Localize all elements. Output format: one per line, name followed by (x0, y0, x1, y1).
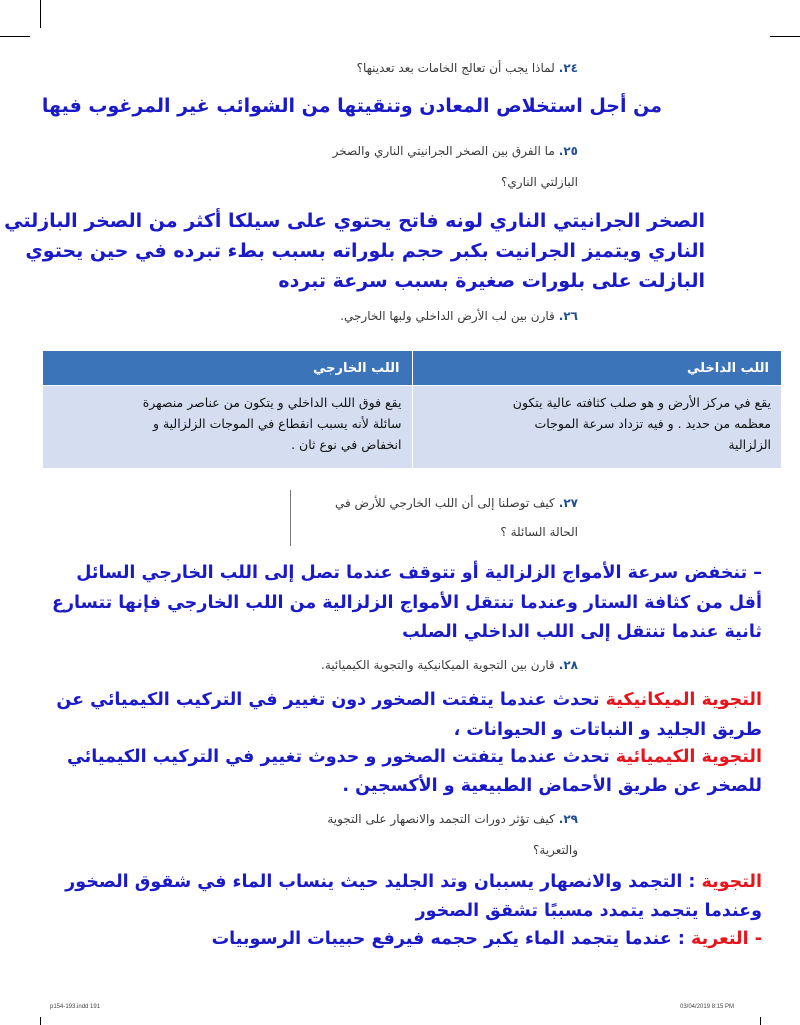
cell-inner-core (412, 386, 782, 469)
footer-filename: p154-193.indd 191 (50, 1004, 101, 1010)
comparison-table (42, 350, 782, 469)
cell-line: يقع في مركز الأرض و هو صلب كثافته عالية يتكون (512, 395, 771, 410)
cell-line: معظمه من حديد . و فيه تزداد سرعة الموجات (534, 416, 771, 431)
crop-mark (40, 0, 41, 28)
header-inner-core: اللب الداخلي (412, 351, 782, 386)
answer-text: : التجمد والانصهار يسببان وتد الجليد حيث ينساب الماء في شقوق الصخور (65, 872, 702, 892)
answer-29-line1 (65, 872, 762, 892)
crop-mark (0, 36, 30, 37)
question-26 (340, 309, 578, 323)
answer-29-line2: وعندما يتجمد يتمدد مسببًا تشقق الصخور (415, 901, 762, 921)
answer-25-line1: الصخر الجرانيتي الناري لونه فاتح يحتوي على سيلكا أكثر من الصخر البازلتي (4, 210, 705, 232)
header-outer-core: اللب الخارجي (43, 351, 413, 386)
answer-text: تحدث عندما يتفتت الصخور و حدوث تغيير في التركيب الكيميائي (66, 747, 616, 767)
question-number: ٢٩. (558, 812, 578, 826)
question-text-line1: كيف تؤثر دورات التجمد والانصهار على التجوية (327, 812, 555, 826)
question-text-line1: كيف توصلنا إلى أن اللب الخارجي للأرض في (334, 496, 555, 510)
cell-outer-core (43, 386, 413, 469)
question-text-line1: ما الفرق بين الصخر الجرانيتي الناري والصخر (332, 144, 555, 158)
cell-line: الزلزالية (728, 437, 771, 452)
answer-28-line4: للصخر عن طريق الأحماض الطبيعية و الأكسجين . (342, 776, 762, 796)
question-29 (327, 812, 578, 826)
crop-mark (40, 1017, 41, 1025)
question-25 (333, 144, 578, 158)
question-28 (321, 658, 578, 672)
question-27 (335, 496, 578, 510)
answer-25-line3: البازلت على بلورات صغيرة بسبب سرعة تبرده (278, 270, 705, 292)
question-text: لماذا يجب أن تعالج الخامات بعد تعدينها؟ (356, 61, 555, 75)
footer-date: 03/04/2019 8:15 PM (680, 1004, 735, 1010)
crop-mark (760, 1017, 761, 1025)
term-chemical-weathering: التجوية الكيميائية (615, 747, 762, 767)
answer-27-line2: أقل من كثافة الستار وعندما تنتقل الأمواج الزلزالية من اللب الخارجي فإنها تتسارع (52, 593, 762, 613)
question-29-line2: والتعرية؟ (533, 843, 578, 857)
table-header-row (43, 351, 782, 386)
divider-line (290, 490, 291, 546)
question-27-line2: الحالة السائلة ؟ (500, 525, 578, 539)
answer-27-line3: ثانية عندما تنتقل إلى اللب الداخلي الصلب (402, 622, 762, 642)
crop-mark (770, 36, 800, 37)
term-erosion: - التعرية (690, 929, 762, 949)
answer-28-line1 (56, 690, 762, 710)
answer-29-line3 (212, 929, 762, 949)
question-text: قارن بين لب الأرض الداخلي ولبها الخارجي. (340, 309, 555, 323)
question-number: ٢٨. (558, 658, 578, 672)
question-text: قارن بين التجوية الميكانيكية والتجوية الكيميائية. (321, 658, 555, 672)
question-number: ٢٦. (558, 309, 578, 323)
cell-line: انخفاض في نوع ثان . (291, 437, 402, 452)
answer-27-line1: – تنخفض سرعة الأمواج الزلزالية أو تتوقف عندما تصل إلى اللب الخارجي السائل (76, 563, 762, 583)
answer-28-line3 (67, 747, 762, 767)
answer-25-line2: الناري ويتميز الجرانيت بكبر حجم بلوراته بسبب بطء تبرده في حين يحتوي (25, 240, 705, 262)
term-weathering: التجوية (701, 872, 762, 892)
question-25-line2: البازلتي الناري؟ (501, 175, 578, 189)
term-mechanical-weathering: التجوية الميكانيكية (605, 690, 762, 710)
table-row (43, 386, 782, 469)
answer-28-line2: طريق الجليد و النباتات و الحيوانات ، (453, 720, 762, 740)
cell-line: سائلة لأنه يسبب انقطاع في الموجات الزلزالية و (152, 416, 402, 431)
question-number: ٢٤. (558, 61, 578, 75)
answer-text: : عندما يتجمد الماء يكبر حجمه فيرفع حبيبات الرسوبيات (211, 929, 691, 949)
answer-24: من أجل استخلاص المعادن وتنقيتها من الشوائب غير المرغوب فيها (41, 95, 662, 117)
question-number: ٢٧. (558, 496, 578, 510)
question-24 (357, 61, 578, 75)
answer-text: تحدث عندما يتفتت الصخور دون تغيير في التركيب الكيميائي عن (56, 690, 606, 710)
cell-line: يقع فوق اللب الداخلي و يتكون من عناصر منصهرة (142, 395, 402, 410)
question-number: ٢٥. (558, 144, 578, 158)
